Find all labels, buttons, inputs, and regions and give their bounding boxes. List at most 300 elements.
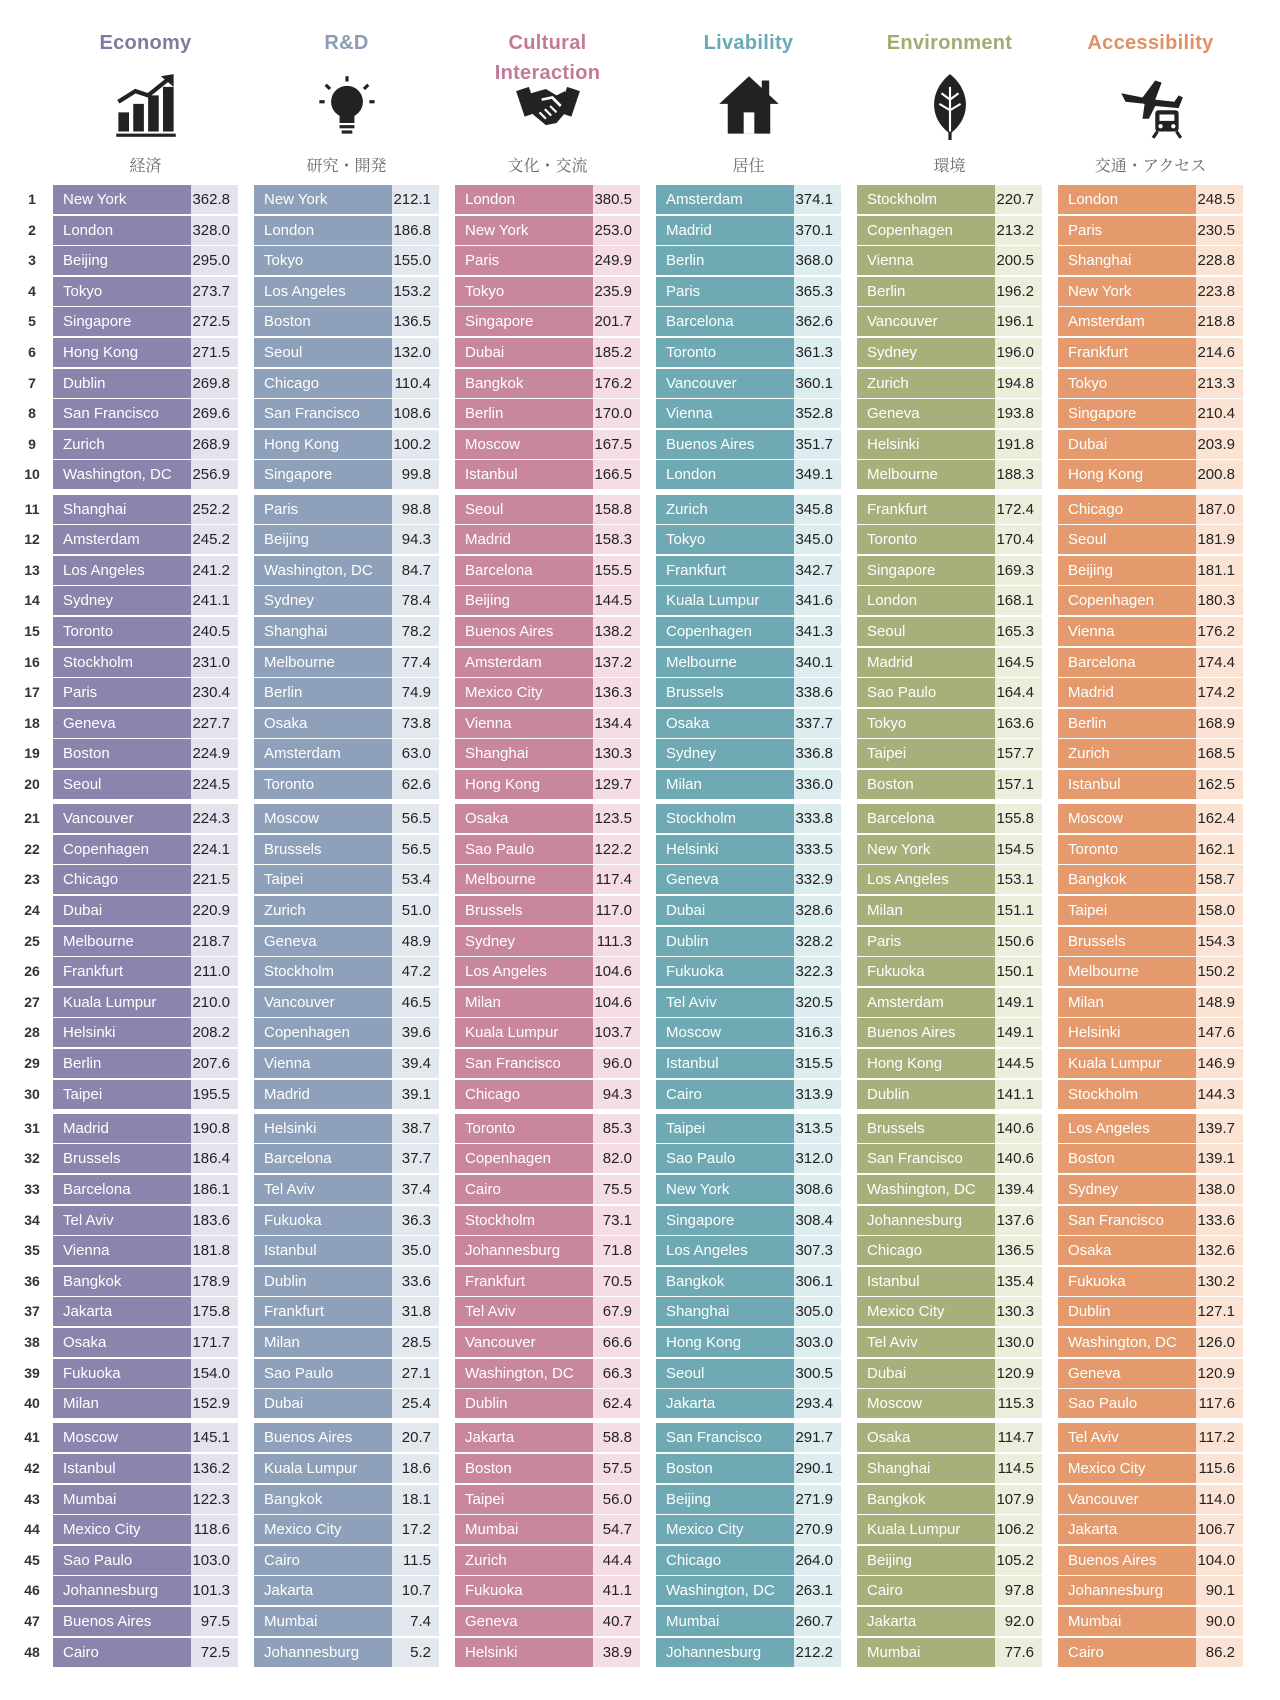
city-name: Dubai [656, 896, 794, 925]
city-name: Shanghai [455, 739, 593, 768]
table-row [656, 957, 841, 986]
city-name: Boston [53, 739, 191, 768]
score-value: 123.5 [594, 810, 632, 828]
table-row [455, 556, 640, 585]
table-row [53, 709, 238, 738]
category-title: Accessibility [1087, 32, 1214, 54]
city-name: Brussels [53, 1144, 191, 1173]
table-row [455, 216, 640, 245]
table-row [656, 617, 841, 646]
table-row [656, 1576, 841, 1605]
table-row [254, 460, 439, 489]
city-name: Helsinki [857, 430, 995, 459]
table-row [656, 1485, 841, 1514]
rank-number: 20 [24, 776, 40, 792]
score-value: 136.2 [192, 1460, 230, 1477]
score-value: 130.0 [996, 1334, 1034, 1351]
table-row [1058, 460, 1243, 489]
category-header-cultural [455, 28, 640, 178]
table-row [857, 1638, 1042, 1667]
score-value: 139.4 [996, 1181, 1034, 1198]
score-value: 120.9 [1197, 1364, 1235, 1382]
score-value: 136.3 [594, 684, 632, 702]
score-value: 104.6 [594, 963, 632, 981]
city-name: Washington, DC [254, 556, 392, 585]
city-name: Buenos Aires [857, 1018, 995, 1047]
city-name: Copenhagen [53, 835, 191, 864]
score-value: 163.6 [996, 714, 1034, 732]
category-title: Cultural Interaction [494, 32, 601, 84]
score-value: 36.3 [401, 1211, 431, 1229]
score-value: 77.6 [1004, 1643, 1034, 1661]
table-row [455, 246, 640, 275]
rank-number: 15 [24, 623, 40, 639]
city-name: Moscow [53, 1423, 191, 1452]
table-row [656, 556, 841, 585]
table-row [455, 1236, 640, 1265]
city-name: Chicago [53, 865, 191, 894]
score-value: 169.3 [996, 561, 1034, 579]
city-name: Geneva [1058, 1359, 1196, 1388]
score-value: 57.5 [602, 1460, 632, 1477]
city-name: Los Angeles [656, 1236, 794, 1265]
city-name: Madrid [455, 525, 593, 554]
table-row [53, 1267, 238, 1296]
table-row [656, 430, 841, 459]
table-row [656, 1638, 841, 1667]
table-row [254, 927, 439, 956]
score-value: 196.1 [996, 313, 1034, 331]
table-row [857, 277, 1042, 306]
score-value: 168.9 [1197, 714, 1235, 732]
city-name: Singapore [857, 556, 995, 585]
city-name: Taipei [455, 1485, 593, 1514]
city-name: Madrid [857, 648, 995, 677]
leaf-icon [857, 66, 1042, 146]
score-value: 39.6 [401, 1024, 431, 1042]
table-row [656, 1297, 841, 1326]
city-name: Zurich [53, 430, 191, 459]
score-value: 162.1 [1197, 840, 1235, 858]
city-name: Madrid [656, 216, 794, 245]
table-row [254, 586, 439, 615]
city-name: Fukuoka [254, 1206, 392, 1235]
city-name: Shanghai [254, 617, 392, 646]
score-value: 224.3 [192, 810, 230, 828]
rank-number: 27 [24, 993, 40, 1010]
city-name: Tel Aviv [656, 988, 794, 1017]
city-name: Seoul [1058, 525, 1196, 554]
city-name: Moscow [656, 1018, 794, 1047]
city-name: London [857, 586, 995, 615]
table-row [656, 1175, 841, 1204]
city-name: Istanbul [455, 460, 593, 489]
table-row [1058, 495, 1243, 524]
score-value: 212.2 [795, 1643, 833, 1661]
city-name: Brussels [1058, 927, 1196, 956]
table-row [857, 495, 1042, 524]
score-value: 328.2 [795, 932, 833, 950]
table-row [254, 896, 439, 925]
table-row [1058, 1423, 1243, 1452]
score-value: 210.4 [1197, 405, 1235, 423]
city-name: Sydney [857, 338, 995, 367]
table-row [53, 1359, 238, 1388]
score-value: 7.4 [410, 1613, 431, 1630]
table-row [1058, 1114, 1243, 1143]
city-name: Mumbai [53, 1485, 191, 1514]
score-value: 341.6 [795, 592, 833, 610]
table-row [455, 865, 640, 894]
city-name: Toronto [455, 1114, 593, 1143]
table-row [53, 896, 238, 925]
table-row [455, 369, 640, 398]
city-name: Bangkok [254, 1485, 392, 1514]
score-value: 70.5 [602, 1272, 632, 1290]
table-row [53, 1114, 238, 1143]
city-name: Jakarta [1058, 1515, 1196, 1544]
score-value: 227.7 [192, 714, 230, 732]
table-row [857, 617, 1042, 646]
score-value: 90.0 [1205, 1613, 1235, 1630]
score-value: 39.4 [401, 1055, 431, 1072]
table-row [1058, 896, 1243, 925]
table-row [1058, 865, 1243, 894]
score-value: 146.9 [1197, 1055, 1235, 1072]
score-value: 271.5 [192, 344, 230, 361]
score-value: 132.6 [1197, 1242, 1235, 1260]
table-row [455, 1454, 640, 1483]
score-value: 191.8 [996, 435, 1034, 453]
table-row [53, 246, 238, 275]
rank-number: 38 [24, 1334, 40, 1350]
rank-number: 16 [24, 653, 40, 670]
city-name: Johannesburg [53, 1576, 191, 1605]
score-value: 107.9 [996, 1490, 1034, 1508]
table-row [53, 1423, 238, 1452]
score-value: 51.0 [401, 902, 431, 919]
table-row [656, 185, 841, 214]
score-value: 94.3 [602, 1085, 632, 1103]
rank-number: 41 [24, 1429, 40, 1446]
table-row [254, 1607, 439, 1636]
table-row [656, 586, 841, 615]
city-name: Mumbai [1058, 1607, 1196, 1636]
score-value: 214.6 [1197, 344, 1235, 361]
score-value: 106.7 [1197, 1521, 1235, 1539]
score-value: 230.5 [1197, 221, 1235, 239]
score-value: 218.8 [1197, 313, 1235, 331]
score-value: 38.7 [401, 1119, 431, 1137]
score-value: 196.0 [996, 344, 1034, 361]
table-row [857, 1267, 1042, 1296]
city-name: Los Angeles [857, 865, 995, 894]
city-name: Milan [1058, 988, 1196, 1017]
table-row [254, 556, 439, 585]
score-value: 240.5 [192, 623, 230, 640]
table-row [857, 1144, 1042, 1173]
city-name: Toronto [1058, 835, 1196, 864]
city-name: New York [656, 1175, 794, 1204]
table-row [857, 1049, 1042, 1078]
city-name: Tokyo [656, 525, 794, 554]
table-row [857, 556, 1042, 585]
table-row [656, 495, 841, 524]
rank-number: 26 [24, 963, 40, 980]
city-name: Osaka [455, 804, 593, 833]
city-name: Jakarta [656, 1389, 794, 1418]
score-value: 144.5 [594, 592, 632, 610]
city-name: Sydney [656, 739, 794, 768]
city-name: Taipei [53, 1080, 191, 1109]
city-name: Vancouver [254, 988, 392, 1017]
score-value: 316.3 [795, 1024, 833, 1042]
table-row [1058, 338, 1243, 367]
category-title: Environment [886, 32, 1013, 54]
table-row [455, 1546, 640, 1575]
table-row [53, 586, 238, 615]
rank-number: 24 [24, 902, 40, 918]
city-name: London [1058, 185, 1196, 214]
score-value: 303.0 [795, 1334, 833, 1351]
table-row [656, 1423, 841, 1452]
table-row [1058, 648, 1243, 677]
score-value: 307.3 [795, 1242, 833, 1260]
score-value: 360.1 [795, 374, 833, 392]
score-value: 117.0 [595, 902, 632, 919]
table-row [455, 1515, 640, 1544]
score-value: 33.6 [401, 1272, 431, 1290]
city-name: Sydney [53, 586, 191, 615]
table-row [1058, 185, 1243, 214]
table-row [656, 1359, 841, 1388]
city-name: Sao Paulo [656, 1144, 794, 1173]
score-value: 66.6 [602, 1334, 632, 1351]
rank-number: 14 [24, 592, 40, 609]
city-name: Helsinki [254, 1114, 392, 1143]
score-value: 115.6 [1198, 1460, 1235, 1477]
city-name: Moscow [857, 1389, 995, 1418]
city-name: Los Angeles [455, 957, 593, 986]
category-subtitle-jp: 居住 [732, 156, 765, 175]
table-row [254, 1389, 439, 1418]
city-name: Tokyo [857, 709, 995, 738]
table-row [857, 1297, 1042, 1326]
city-name: San Francisco [857, 1144, 995, 1173]
table-row [857, 586, 1042, 615]
score-value: 312.0 [795, 1150, 833, 1168]
table-row [455, 430, 640, 459]
city-name: Tel Aviv [254, 1175, 392, 1204]
table-row [455, 1607, 640, 1636]
city-name: Seoul [254, 338, 392, 367]
score-value: 174.4 [1197, 653, 1235, 671]
table-row [656, 1114, 841, 1143]
score-value: 84.7 [401, 561, 431, 579]
score-value: 141.1 [996, 1085, 1034, 1103]
city-name: Copenhagen [857, 216, 995, 245]
rank-number: 34 [24, 1211, 40, 1228]
city-name: New York [857, 835, 995, 864]
score-value: 268.9 [192, 435, 230, 453]
city-name: Washington, DC [455, 1359, 593, 1388]
table-row [656, 460, 841, 489]
table-row [254, 1018, 439, 1047]
city-name: Beijing [455, 586, 593, 615]
table-row [53, 1080, 238, 1109]
city-name: Milan [857, 896, 995, 925]
table-row [455, 1049, 640, 1078]
city-name: Seoul [53, 770, 191, 799]
score-value: 228.8 [1197, 252, 1235, 270]
city-name: Copenhagen [455, 1144, 593, 1173]
city-name: San Francisco [656, 1423, 794, 1452]
city-name: Bangkok [1058, 865, 1196, 894]
city-name: Zurich [254, 896, 392, 925]
table-row [53, 1236, 238, 1265]
table-row [1058, 1485, 1243, 1514]
table-row [857, 1359, 1042, 1388]
table-row [857, 246, 1042, 275]
table-row [1058, 1328, 1243, 1357]
table-row [1058, 246, 1243, 275]
score-value: 264.0 [795, 1551, 833, 1569]
table-row [857, 1236, 1042, 1265]
city-name: Stockholm [53, 648, 191, 677]
city-name: Fukuoka [857, 957, 995, 986]
city-name: Beijing [254, 525, 392, 554]
city-name: Chicago [857, 1236, 995, 1265]
score-value: 62.4 [602, 1395, 632, 1413]
score-value: 338.6 [795, 684, 833, 702]
city-name: San Francisco [53, 399, 191, 428]
table-row [656, 709, 841, 738]
score-value: 111.3 [596, 932, 632, 950]
city-name: Kuala Lumpur [656, 586, 794, 615]
rank-number: 17 [24, 684, 40, 701]
table-row [857, 1546, 1042, 1575]
score-value: 28.5 [401, 1334, 431, 1351]
score-value: 293.4 [795, 1395, 833, 1413]
table-row [1058, 957, 1243, 986]
table-row [1058, 1638, 1243, 1667]
city-name: Mexico City [254, 1515, 392, 1544]
table-row [53, 525, 238, 554]
city-name: Tel Aviv [1058, 1423, 1196, 1452]
table-row [53, 648, 238, 677]
city-name: Copenhagen [656, 617, 794, 646]
score-value: 333.8 [795, 810, 833, 828]
city-name: Dublin [1058, 1297, 1196, 1326]
score-value: 103.7 [594, 1024, 632, 1042]
city-name: Amsterdam [1058, 307, 1196, 336]
score-value: 200.8 [1197, 466, 1235, 484]
bar-chart-up-icon [53, 66, 238, 146]
score-value: 72.5 [200, 1643, 230, 1661]
table-row [254, 1297, 439, 1326]
score-value: 361.3 [795, 344, 833, 361]
city-name: Cairo [656, 1080, 794, 1109]
score-value: 137.2 [594, 653, 632, 671]
table-row [1058, 1576, 1243, 1605]
table-row [656, 307, 841, 336]
city-name: Boston [254, 307, 392, 336]
score-value: 40.7 [602, 1613, 632, 1630]
score-value: 164.5 [996, 653, 1034, 671]
city-name: Kuala Lumpur [455, 1018, 593, 1047]
city-name: Vienna [857, 246, 995, 275]
table-row [254, 307, 439, 336]
score-value: 133.6 [1197, 1211, 1235, 1229]
rank-number: 11 [24, 500, 40, 517]
score-value: 218.7 [192, 932, 230, 950]
score-value: 132.0 [393, 344, 431, 361]
city-name: Sao Paulo [1058, 1389, 1196, 1418]
table-row [53, 1328, 238, 1357]
category-header-environment [857, 28, 1042, 178]
city-name: Buenos Aires [455, 617, 593, 646]
score-value: 203.9 [1197, 435, 1235, 453]
table-row [656, 1236, 841, 1265]
city-name: Kuala Lumpur [254, 1454, 392, 1483]
table-row [656, 525, 841, 554]
city-name: Sydney [455, 927, 593, 956]
score-value: 150.1 [996, 963, 1034, 981]
table-row [1058, 307, 1243, 336]
score-value: 263.1 [795, 1582, 833, 1600]
rank-number: 13 [24, 561, 40, 578]
score-value: 253.0 [594, 221, 632, 239]
score-value: 110.4 [394, 374, 431, 392]
city-name: Beijing [857, 1546, 995, 1575]
score-value: 47.2 [401, 963, 431, 981]
city-name: Jakarta [857, 1607, 995, 1636]
city-name: Cairo [254, 1546, 392, 1575]
table-row [254, 1328, 439, 1357]
city-name: Washington, DC [1058, 1328, 1196, 1357]
city-name: Fukuoka [455, 1576, 593, 1605]
city-name: Mumbai [455, 1515, 593, 1544]
city-name: Frankfurt [53, 957, 191, 986]
score-value: 77.4 [401, 653, 431, 671]
rank-number: 9 [28, 435, 36, 452]
city-name: New York [455, 216, 593, 245]
city-name: Paris [53, 678, 191, 707]
table-row [455, 739, 640, 768]
rank-number: 46 [24, 1582, 40, 1599]
score-value: 48.9 [401, 932, 431, 950]
score-value: 151.1 [996, 902, 1034, 919]
score-value: 168.1 [996, 592, 1034, 610]
table-row [455, 338, 640, 367]
score-value: 165.3 [996, 623, 1034, 640]
score-value: 220.9 [192, 902, 230, 919]
city-name: Kuala Lumpur [53, 988, 191, 1017]
city-name: Mumbai [656, 1607, 794, 1636]
city-name: Zurich [455, 1546, 593, 1575]
table-row [1058, 1515, 1243, 1544]
rank-number: 12 [24, 531, 40, 548]
table-row [53, 277, 238, 306]
city-name: Beijing [656, 1485, 794, 1514]
score-value: 328.0 [192, 221, 230, 239]
table-row [53, 460, 238, 489]
table-row [254, 338, 439, 367]
score-value: 158.7 [1197, 871, 1235, 889]
score-value: 313.5 [795, 1119, 833, 1137]
table-row [857, 399, 1042, 428]
table-row [656, 865, 841, 894]
